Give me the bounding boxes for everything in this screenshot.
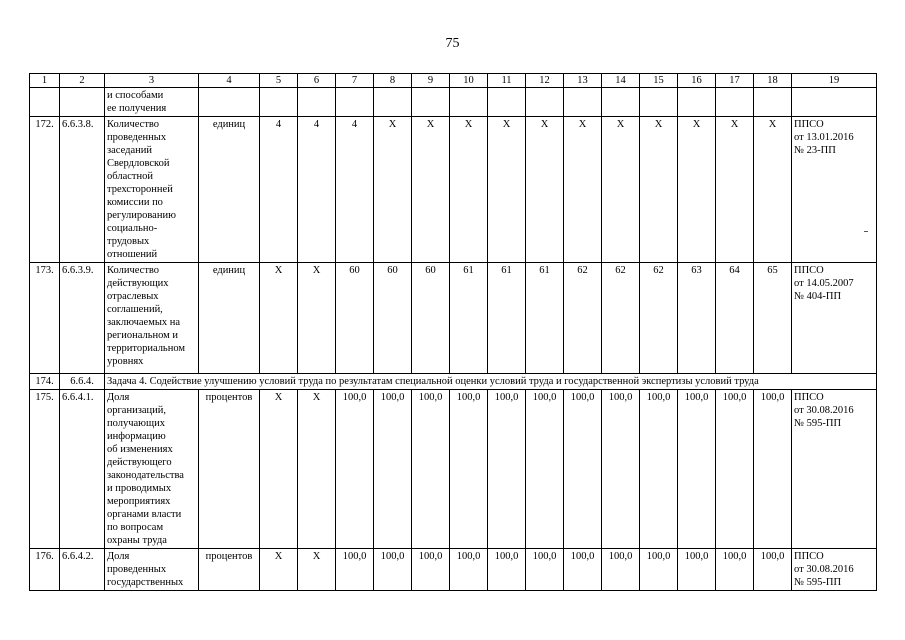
- header-cell: 19: [792, 74, 877, 88]
- header-cell: 13: [564, 74, 602, 88]
- value-cell: 100,0: [488, 549, 526, 591]
- page-number: 75: [445, 36, 460, 51]
- value-cell: X: [298, 390, 336, 549]
- header-cell: 8: [374, 74, 412, 88]
- value-cell: 62: [640, 263, 678, 374]
- header-cell: 2: [60, 74, 105, 88]
- value-cell: X: [564, 117, 602, 263]
- unit-cell: единиц: [199, 263, 260, 374]
- value-cell: [260, 88, 298, 117]
- header-cell: 18: [754, 74, 792, 88]
- unit-cell: единиц: [199, 117, 260, 263]
- margin-mark: [864, 231, 868, 232]
- value-cell: 100,0: [678, 390, 716, 549]
- value-cell: 61: [488, 263, 526, 374]
- value-cell: 100,0: [564, 390, 602, 549]
- value-cell: [450, 88, 488, 117]
- value-cell: [374, 88, 412, 117]
- header-cell: 5: [260, 74, 298, 88]
- unit-cell: процентов: [199, 549, 260, 591]
- value-cell: 100,0: [412, 390, 450, 549]
- value-cell: 100,0: [374, 549, 412, 591]
- row-number: 175.: [30, 390, 60, 549]
- value-cell: 63: [678, 263, 716, 374]
- header-cell: 15: [640, 74, 678, 88]
- value-cell: X: [298, 549, 336, 591]
- value-cell: 100,0: [488, 390, 526, 549]
- header-cell: 10: [450, 74, 488, 88]
- value-cell: [412, 88, 450, 117]
- value-cell: 60: [412, 263, 450, 374]
- value-cell: X: [602, 117, 640, 263]
- value-cell: X: [488, 117, 526, 263]
- value-cell: X: [412, 117, 450, 263]
- value-cell: 100,0: [374, 390, 412, 549]
- indicator-name: Количество проведенных заседаний Свердловской областной трехсторонней комиссии по регулированию социально- трудовых отношений: [105, 117, 199, 263]
- header-cell: 6: [298, 74, 336, 88]
- value-cell: X: [716, 117, 754, 263]
- value-cell: 65: [754, 263, 792, 374]
- header-cell: 3: [105, 74, 199, 88]
- indicator-name: Доля организаций, получающих информацию об изменениях действующего законодательства и проводимых мероприятиях органами власти по вопросам охраны труда: [105, 390, 199, 549]
- table-row: [30, 390, 877, 549]
- basis-document: ППСО от 13.01.2016 № 23-ПП: [792, 117, 877, 263]
- value-cell: X: [260, 263, 298, 374]
- row-number: 173.: [30, 263, 60, 374]
- value-cell: 4: [260, 117, 298, 263]
- indicator-name: и способами ее получения: [105, 88, 199, 117]
- row-number: 176.: [30, 549, 60, 591]
- value-cell: 100,0: [754, 390, 792, 549]
- header-cell: 1: [30, 74, 60, 88]
- indicators-table: [29, 73, 877, 591]
- header-cell: 4: [199, 74, 260, 88]
- value-cell: 60: [336, 263, 374, 374]
- value-cell: 100,0: [678, 549, 716, 591]
- value-cell: 61: [526, 263, 564, 374]
- row-number: [30, 88, 60, 117]
- indicator-name: Количество действующих отраслевых соглашений, заключаемых на региональном и территориальном уровнях: [105, 263, 199, 374]
- unit-cell: [199, 88, 260, 117]
- indicator-code: 6.6.4.2.: [60, 549, 105, 591]
- header-cell: 11: [488, 74, 526, 88]
- value-cell: [298, 88, 336, 117]
- header-cell: 9: [412, 74, 450, 88]
- value-cell: 100,0: [716, 549, 754, 591]
- value-cell: [602, 88, 640, 117]
- value-cell: X: [450, 117, 488, 263]
- value-cell: 4: [298, 117, 336, 263]
- row-number: 172.: [30, 117, 60, 263]
- value-cell: 100,0: [412, 549, 450, 591]
- value-cell: [640, 88, 678, 117]
- value-cell: [488, 88, 526, 117]
- value-cell: X: [298, 263, 336, 374]
- value-cell: 60: [374, 263, 412, 374]
- value-cell: [716, 88, 754, 117]
- basis-document: ППСО от 14.05.2007 № 404-ПП: [792, 263, 877, 374]
- value-cell: X: [640, 117, 678, 263]
- header-cell: 14: [602, 74, 640, 88]
- value-cell: X: [374, 117, 412, 263]
- basis-document: ППСО от 30.08.2016 № 595-ПП: [792, 390, 877, 549]
- task-row: [30, 374, 877, 390]
- table-row: [30, 263, 877, 374]
- header-cell: 7: [336, 74, 374, 88]
- table-row: [30, 549, 877, 591]
- value-cell: [564, 88, 602, 117]
- value-cell: [526, 88, 564, 117]
- value-cell: 64: [716, 263, 754, 374]
- indicator-code: 6.6.3.9.: [60, 263, 105, 374]
- indicator-code: 6.6.3.8.: [60, 117, 105, 263]
- value-cell: 62: [602, 263, 640, 374]
- value-cell: 100,0: [526, 549, 564, 591]
- header-cell: 17: [716, 74, 754, 88]
- header-cell: 12: [526, 74, 564, 88]
- table-row: [30, 88, 877, 117]
- value-cell: 100,0: [754, 549, 792, 591]
- value-cell: 62: [564, 263, 602, 374]
- value-cell: X: [526, 117, 564, 263]
- table-row: [30, 117, 877, 263]
- value-cell: X: [754, 117, 792, 263]
- row-number: 174.: [30, 374, 60, 390]
- value-cell: 100,0: [602, 390, 640, 549]
- basis-document: [792, 88, 877, 117]
- value-cell: X: [678, 117, 716, 263]
- value-cell: [678, 88, 716, 117]
- value-cell: 100,0: [336, 549, 374, 591]
- value-cell: 100,0: [640, 549, 678, 591]
- value-cell: 100,0: [640, 390, 678, 549]
- indicator-code: 6.6.4.1.: [60, 390, 105, 549]
- value-cell: 100,0: [450, 390, 488, 549]
- task-title: Задача 4. Содействие улучшению условий труда по результатам специальной оценки условий труда и государственной экспертизы условий труда: [105, 374, 877, 390]
- value-cell: 100,0: [450, 549, 488, 591]
- value-cell: 100,0: [716, 390, 754, 549]
- unit-cell: процентов: [199, 390, 260, 549]
- indicator-name: Доля проведенных государственных: [105, 549, 199, 591]
- value-cell: 4: [336, 117, 374, 263]
- value-cell: 100,0: [602, 549, 640, 591]
- value-cell: X: [260, 549, 298, 591]
- header-cell: 16: [678, 74, 716, 88]
- value-cell: 100,0: [564, 549, 602, 591]
- value-cell: [336, 88, 374, 117]
- value-cell: [754, 88, 792, 117]
- task-code: 6.6.4.: [60, 374, 105, 390]
- basis-document: ППСО от 30.08.2016 № 595-ПП: [792, 549, 877, 591]
- indicator-code: [60, 88, 105, 117]
- value-cell: 100,0: [336, 390, 374, 549]
- value-cell: 61: [450, 263, 488, 374]
- value-cell: X: [260, 390, 298, 549]
- value-cell: 100,0: [526, 390, 564, 549]
- column-number-header-row: [30, 74, 877, 88]
